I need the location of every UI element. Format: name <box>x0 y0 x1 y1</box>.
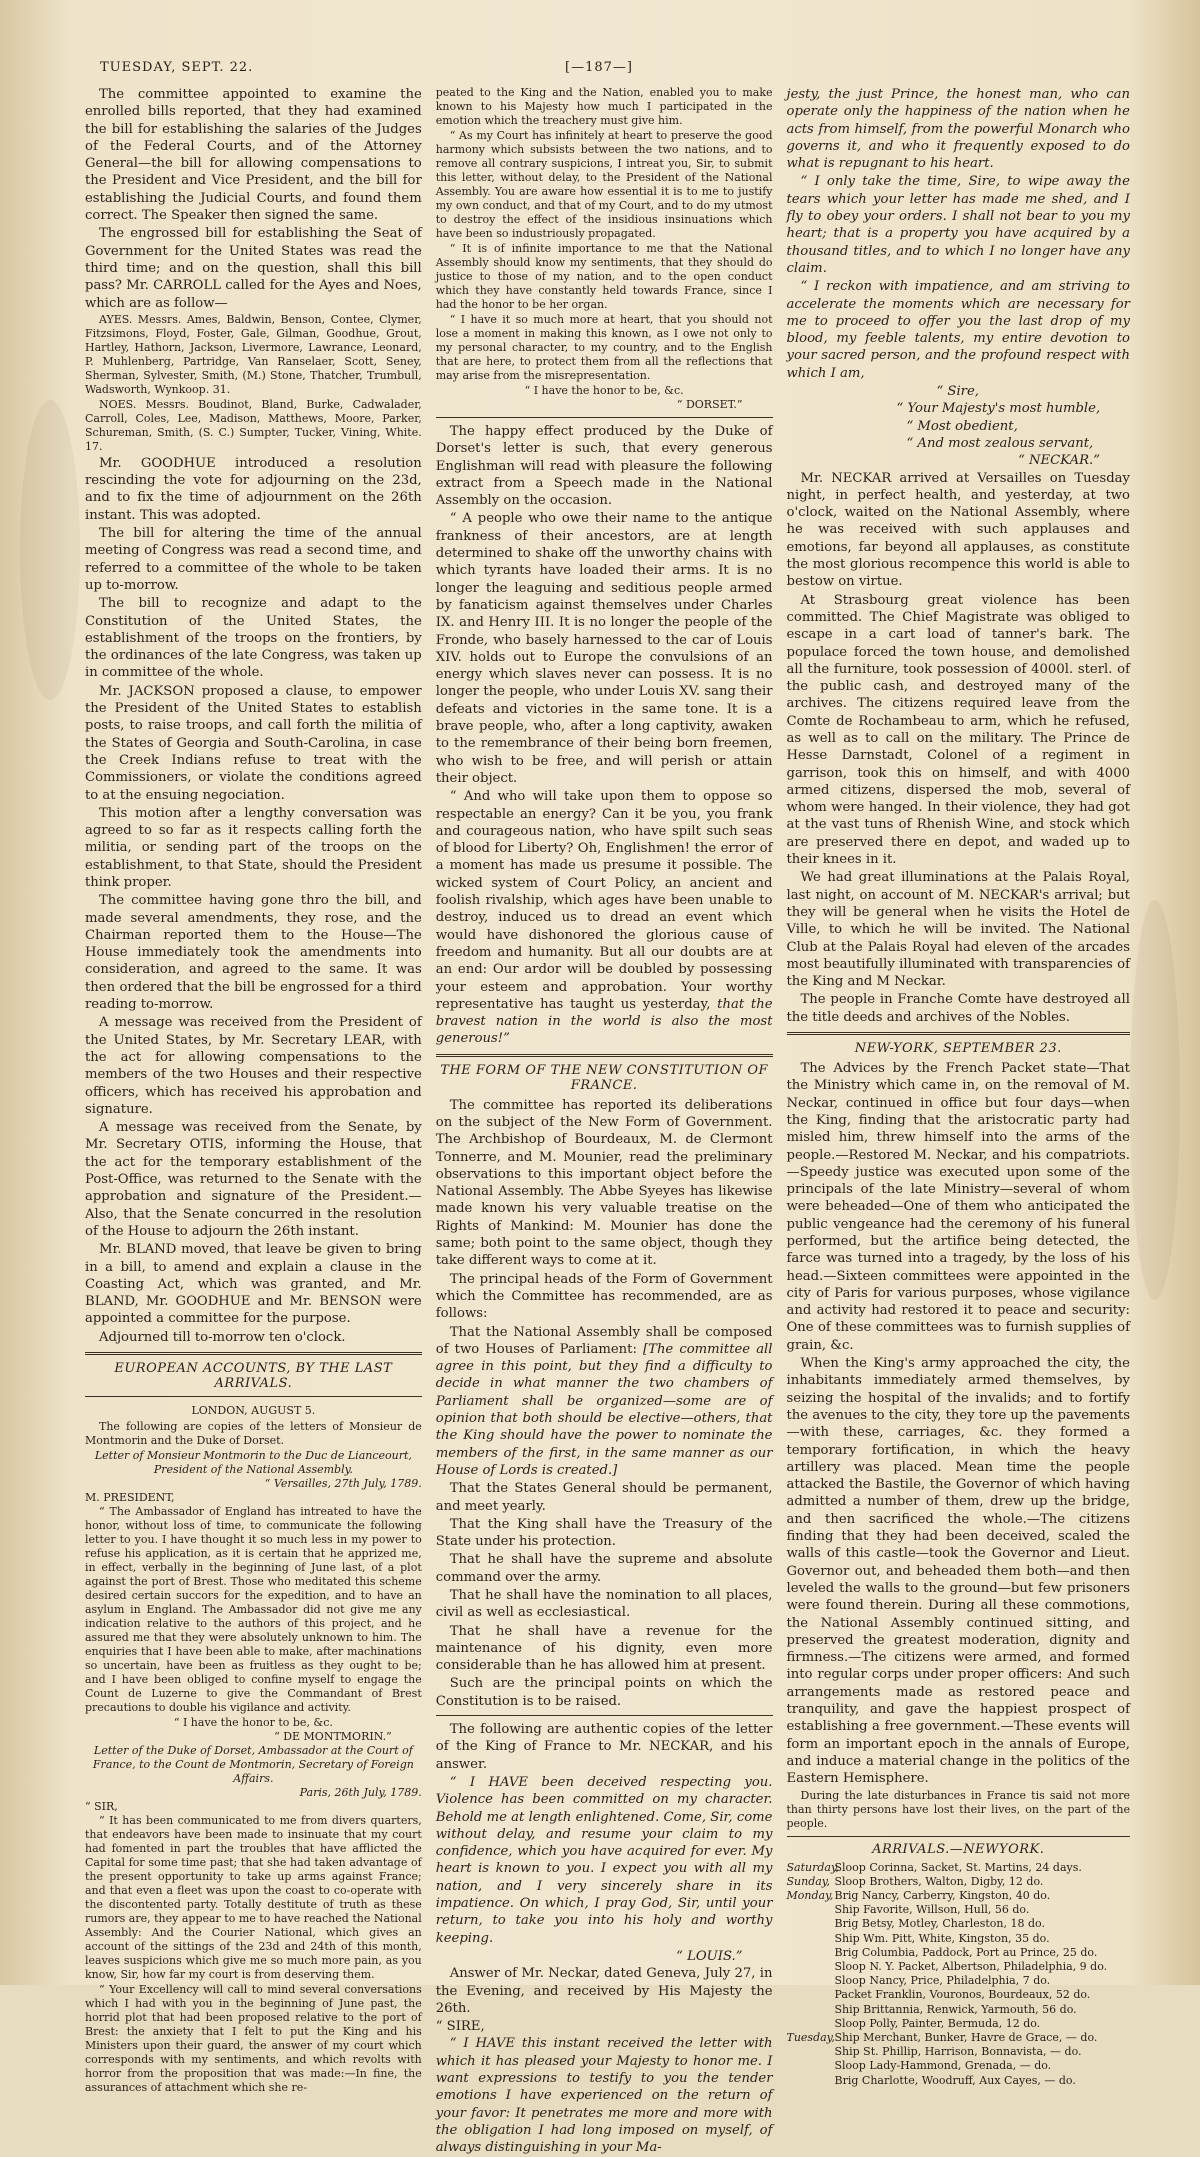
arrival-entry: Brig Charlotte, Woodruff, Aux Cayes, — do. <box>834 2073 1076 2087</box>
letter-date: Paris, 26th July, 1789. <box>299 1786 422 1800</box>
paragraph: That he shall have the nomination to all places, civil as well as ecclesiastical. <box>435 1588 773 1621</box>
arrival-row <box>787 1889 1130 1903</box>
letter-date: “ Versailles, 27th July, 1789. <box>264 1477 422 1491</box>
paragraph: The Advices by the French Packet state—That the Ministry which came in, on the removal of M. Neckar, continued in office but four days—when the King, finding that the aristocratic party had misled him, threw himself into the arms of the people.—Restored M. Neckar, and his compatriots.—Speedy justice was executed upon some of the principals of the late Ministry—several of whom were beheaded—One of them who anticipated the public vengeance had the ceremony of his funeral performed, but the artifice being detected, the farce was turned into a tragedy, by the loss of his head.—Sixteen committees were appointed in the city of Paris for various purposes, whose vigilance and activity had restored it to peace and security: One of these committees was to furnish supplies of grain, &c. <box>786 1061 1130 1353</box>
neckar-letter: “ I HAVE this instant received the letter with which it has pleased your Majesty to honor me. I want expressions to testify to you the tender emotions I have experienced on the return of your favor: It penetrates me more and more with the obligation I had long imposed on myself, of always distinguishing in your Ma- <box>435 2036 773 2156</box>
section-divider <box>436 1054 773 1057</box>
arrival-entry: Sloop Lady-Hammond, Grenada, — do. <box>834 2059 1052 2073</box>
paragraph: Mr. JACKSON proposed a clause, to empower the President of the United States to establish posts, to raise troops, and call forth the militia of the States of Georgia and South-Carolina, in case the Creek Indians refuse to treat with the Commissioners, or violate the conditions agreed to at the ensuing negociation. <box>85 683 422 803</box>
arrival-entry: Ship Favorite, Willson, Hull, 56 do. <box>834 1903 1030 1917</box>
letter-title: Letter of the Duke of Dorset, Ambassador at the Court of France, to the Count de Montmorin, Secretary of Foreign Affairs. <box>92 1744 414 1786</box>
section-title-european: EUROPEAN ACCOUNTS, BY THE LAST ARRIVALS. <box>114 1361 393 1391</box>
arrival-row <box>787 1861 1130 1875</box>
paper-stain <box>1130 900 1180 1300</box>
paragraph: That the King shall have the Treasury of the State under his protection. <box>435 1516 773 1550</box>
arrival-day <box>787 2059 835 2073</box>
arrival-day <box>787 1988 835 2002</box>
noes-list: NOES. Messrs. Boudinot, Bland, Burke, Cadwalader, Carroll, Coles, Lee, Madison, Matthews, Moore, Parker, Schureman, Smith, (S. C.) Sumpter, Tucker, Vining, White. 17. <box>85 397 422 453</box>
arrival-row <box>787 1974 1130 1988</box>
neckar-letter: “ I reckon with impatience, and am striving to accelerate the moments which are necessary for me to proceed to offer you the last drop of my blood, my feeble talents, my entire devotion to your sacred person, and the profound respect with which I am, <box>786 279 1130 381</box>
section-title-new-york: NEW-YORK, SEPTEMBER 23. <box>854 1041 1062 1057</box>
arrival-entry: Brig Columbia, Paddock, Port au Prince, 25 do. <box>834 1945 1098 1959</box>
arrival-day: Sunday, <box>786 1874 831 1888</box>
salutation: “ SIR, <box>85 1800 118 1814</box>
signature: “ DE MONTMORIN.” <box>274 1730 392 1744</box>
arrival-day <box>787 1903 835 1917</box>
arrivals-list <box>787 1861 1130 2088</box>
paragraph: Answer of Mr. Neckar, dated Geneva, July 27, in the Evening, and received by His Majesty the 26th. <box>435 1966 773 2016</box>
paragraph: Mr. NECKAR arrived at Versailles on Tuesday night, in perfect health, and yesterday, at two o'clock, waited on the National Assembly, where he was received with such applauses and emotions, far beyond all applauses, as constitute the most glorious recompence this world is able to bestow on virtue. <box>786 470 1130 590</box>
divider <box>436 417 773 418</box>
letter-body: peated to the King and the Nation, enabled you to make known to his Majesty how much I participated in the emotion which the treachery must give him. <box>435 86 773 127</box>
arrival-day <box>787 1917 835 1931</box>
neckar-letter: “ I only take the time, Sire, to wipe away the tears which your letter has made me shed, and I fly to obey your orders. I shall not bear to you my heart; that is a property you have acquired by a thousand titles, and to which I no longer have any claim. <box>786 174 1130 276</box>
arrival-row <box>787 1932 1130 1946</box>
arrival-entry: Sloop Corinna, Sacket, St. Martins, 24 days. <box>834 1860 1082 1874</box>
paragraph: Mr. BLAND moved, that leave be given to bring in a bill, to amend and explain a clause in the Coasting Act, which was granted, and Mr. BLAND, Mr. GOODHUE and Mr. BENSON were appointed a committee for the purpose. <box>85 1242 422 1327</box>
signature-neckar: “ NECKAR.” <box>1018 453 1100 469</box>
paragraph: That the National Assembly shall be composed of two Houses of Parliament: [The committee all agree in this point, but they find a difficulty to decide in what manner the two chambers of Parliament shall be organized—some are of opinion that both should be elective—others, that the King should have the power to nominate the members of the first, in the same manner as our House of Lords is created.] <box>435 1324 773 1478</box>
letter-body: “ As my Court has infinitely at heart to preserve the good harmony which subsists between the two nations, and to remove all contrary suspicions, I intreat you, Sir, to submit this letter, without delay, to the President of the National Assembly. You are aware how essential it is to me to justify my own conduct, and that of my Court, and to do my utmost to destroy the effect of the insidious insinuations which have been so industriously propagated. <box>435 129 773 240</box>
arrival-row <box>787 2017 1130 2031</box>
letter-body: “ Your Excellency will call to mind several conversations which I had with you in the beginning of June past, the horrid plot that had been proposed relative to the port of Brest: the anxiety that I felt to put the King and his Ministers upon their guard, the answer of my court which corresponds with my sentiments, and which revolts with horror from the proposition that was made:—In fine, the assurances of attachment which she re- <box>85 1983 422 2095</box>
section-title-arrivals: ARRIVALS.—NEWYORK. <box>872 1841 1045 1857</box>
salutation: M. PRESIDENT, <box>85 1491 175 1505</box>
arrival-day: Monday, <box>786 1888 834 1902</box>
paragraph: The engrossed bill for establishing the Seat of Government for the United States was read the third time; and on the question, shall this bill pass? Mr. CARROLL called for the Ayes and Noes, which are as follow— <box>85 226 422 311</box>
letter-body: “ The Ambassador of England has intreated to have the honor, without loss of time, to communicate the following letter to you. I have thought it so much less in my power to refuse his application, as it is certain that he apprized me, in effect, verbally in the beginning of June last, of a plot against the port of Brest. Those who meditated this scheme desired certain succors for the expedition, and to have an asylum in England. The Ambassador did not give me any indication relative to the authors of this project, and he assured me that they were absolutely unknown to him. The enquiries that I have been able to make, after machinations so uncertain, have been as fruitless as they ought to be; and I have been obliged to confine myself to engage the Count de Luzerne to give the Commandant of Brest precautions to double his vigilance and activity. <box>85 1505 422 1715</box>
paragraph: Mr. GOODHUE introduced a resolution rescinding the vote for adjourning on the 23d, and to fix the time of adjournment on the 26th instant. This was adopted. <box>85 455 422 523</box>
paragraph: A message was received from the Senate, by Mr. Secretary OTIS, informing the House, that the act for the temporary establishment of the Post-Office, was returned to the Senate with the approbation and signature of the President.—Also, that the Senate concurred in the resolution of the House to adjourn the 26th instant. <box>85 1120 422 1239</box>
arrival-day: Saturday, <box>786 1860 840 1874</box>
letter-body: “ It is of infinite importance to me that the National Assembly should know my sentiments, that they should do justice to those of my nation, and to the open conduct which they have constantly held towards France, since I had the honor to be her organ. <box>435 242 773 311</box>
column-1 <box>85 86 422 2095</box>
arrival-entry: Sloop N. Y. Packet, Albertson, Philadelphia, 9 do. <box>834 1959 1108 1973</box>
paragraph: “ A people who owe their name to the antique frankness of their ancestors, are at length determined to shake off the unworthy chains with which tyrants have loaded their arms. It is no longer the leaguing and seditious people armed by fanaticism against themselves under Charles IX. and Henry III. It is no longer the people of the Fronde, who basely harnessed to the car of Louis XIV. holds out to Europe the convulsions of an energy which slaves never can possess. It is no longer the people, who under Louis XV. sang their defeats and victories in the same tone. It is a brave people, who, after a long captivity, awaken to the remembrance of their being born freemen, who wish to be free, and will perish or attain their object. <box>435 511 773 786</box>
king-letter: “ I HAVE been deceived respecting you. Violence has been committed on my character. Behold me at length enlightened. Come, Sir, come without delay, and resume your claim to my confidence, which you have acquired for ever. My heart is known to you. I expect you with all my nation, and I very sincerely share in its impatience. On which, I pray God, Sir, until your return, to take you into his holy and worthy keeping. <box>435 1774 773 1946</box>
arrival-entry: Sloop Nancy, Price, Philadelphia, 7 do. <box>834 1974 1051 1988</box>
arrival-row <box>787 2045 1130 2059</box>
page-number: [—187—] <box>565 60 633 75</box>
signature-line: “ Most obedient, <box>906 418 1018 434</box>
letter-title: Letter of Monsieur Montmorin to the Duc de Lianceourt, President of the National Assembly. <box>94 1449 412 1477</box>
paragraph: We had great illuminations at the Palais Royal, last night, on account of M. NECKAR's arrival; but they will be general when he visits the Hotel de Ville, to which he will be invited. The National Club at the Palais Royal had eleven of the arcades most beautifully illuminated with transparencies of the King and M Neckar. <box>786 870 1130 990</box>
column-2 <box>435 86 773 2156</box>
letter-close: “ I have the honor to be, &c. <box>173 1716 333 1730</box>
signature-line: “ Your Majesty's most humble, <box>896 401 1101 417</box>
arrival-row <box>787 1903 1130 1917</box>
letter-close: “ I have the honor to be, &c. <box>524 384 684 397</box>
signature-louis: “ LOUIS.” <box>676 1948 743 1964</box>
signature-dorset: “ DORSET.” <box>676 398 743 411</box>
paragraph: Such are the principal points on which the Constitution is to be raised. <box>435 1676 773 1709</box>
arrival-entry: Brig Betsy, Motley, Charleston, 18 do. <box>834 1917 1045 1931</box>
paragraph: That the States General should be permanent, and meet yearly. <box>435 1481 773 1514</box>
divider <box>787 1836 1130 1837</box>
issue-date: TUESDAY, SEPT. 22. <box>100 60 254 75</box>
columns <box>85 86 1130 2156</box>
arrival-day <box>787 1946 835 1960</box>
signature-line: “ And most zealous servant, <box>906 435 1094 451</box>
ayes-list: AYES. Messrs. Ames, Baldwin, Benson, Contee, Clymer, Fitzsimons, Floyd, Foster, Gale, Gilman, Goodhue, Grout, Hartley, Hathorn, Jackson, Livermore, Lawrance, Leonard, P. Muhlenberg, Partridge, Van Ranselaer, Scott, Seney, Sherman, Sylvester, Smith, (M.) Stone, Thatcher, Trumbull, Wadsworth, Wynkoop. 31. <box>85 312 422 396</box>
paragraph: The following are copies of the letters of Monsieur de Montmorin and the Duke of Dorset. <box>85 1420 422 1448</box>
arrival-day <box>787 2074 835 2088</box>
paragraph: During the late disturbances in France tis said not more than thirty persons have lost their lives, on the part of the people. <box>786 1788 1130 1830</box>
salutation: “ SIRE, <box>435 2019 485 2035</box>
paragraph: When the King's army approached the city, the inhabitants immediately armed themselves, by seizing the hospital of the invalids; and to fortify the avenues to the city, they tore up the pavements—with these, carriages, &c. they formed a temporary fortification, in which the heavy artillery was placed. Mean time the people attacked the Bastile, the Governor of which having admitted a number of them, drew up the bridge, and then sacrificed the whole.—The citizens finding that they had been deceived, scaled the walls of this castle—took the Governor and Lieut. Governor out, and beheaded them both—and then leveled the walls to the ground—but few prisoners were found therein. During all these commotions, the National Assembly continued sitting, and preserved the greatest moderation, dignity and firmness.—The citizens were armed, and formed into regular corps under proper officers: And such arrangements made as restored peace and tranquility, and gave the happiest prospect of establishing a free government.—These events will form an important epoch in the annals of Europe, and induce a material change in the politics of the Eastern Hemisphere. <box>786 1356 1130 1787</box>
signature-line: “ Sire, <box>936 384 979 400</box>
paragraph: At Strasbourg great violence has been committed. The Chief Magistrate was obliged to escape in a cart load of tanner's bark. The populace forced the town house, and demolished all the furniture, took possession of 4000l. sterl. of the public cash, and destroyed many of the archives. The citizens required leave from the Comte de Rochambeau to arm, which he refused, as well as to call on the military. The Prince de Hesse Darnstadt, Colonel of a regiment in garrison, took this on himself, and with 4000 armed citizens, dispersed the mob, several of whom were hanged. In their violence, they had got at the vast tuns of Rhenish Wine, and stock which are preserved there en depot, and waded up to their knees in it. <box>786 592 1130 868</box>
paragraph: That he shall have a revenue for the maintenance of his dignity, even more considerable than he has allowed him at present. <box>435 1623 773 1674</box>
arrival-entry: Ship Brittannia, Renwick, Yarmouth, 56 do. <box>834 2002 1077 2016</box>
arrival-entry: Brig Nancy, Carberry, Kingston, 40 do. <box>834 1888 1051 1902</box>
arrival-day <box>787 1960 835 1974</box>
arrival-entry: Ship Merchant, Bunker, Havre de Grace, — do. <box>834 2030 1098 2044</box>
arrival-row <box>787 1988 1130 2002</box>
dateline-london: LONDON, AUGUST 5. <box>191 1404 316 1417</box>
arrival-row <box>787 2031 1130 2045</box>
paragraph: The committee appointed to examine the enrolled bills reported, that they had examined the bill for establishing the salaries of the Judges of the Federal Courts, and of the Attorney General—the bill for allowing compensations to the President and Vice President, and the bill for establishing the Judicial Courts, and found them correct. The Speaker then signed the same. <box>85 87 422 224</box>
paragraph: The bill for altering the time of the annual meeting of Congress was read a second time, and referred to a committee of the whole to be taken up to-morrow. <box>85 526 422 593</box>
arrival-entry: Ship St. Phillip, Harrison, Bonnavista, — do. <box>834 2045 1082 2059</box>
paragraph: The happy effect produced by the Duke of Dorset's letter is such, that every generous Englishman will read with pleasure the following extract from a Speech made in the National Assembly on the occasion. <box>435 424 773 509</box>
arrival-row <box>787 1960 1130 1974</box>
letter-body: “ I have it so much more at heart, that you should not lose a moment in making this known, as I owe not only to my personal character, to my country, and to the English that are here, to protect them from all the reflections that may arise from the misrepresentation. <box>435 313 773 382</box>
arrival-row <box>787 1917 1130 1931</box>
paragraph: This motion after a lengthy conversation was agreed to so far as it respects calling forth the militia, or sending part of the troops on the establishment, to that State, should the President think proper. <box>85 805 422 890</box>
arrival-day <box>787 1974 835 1988</box>
arrival-entry: Ship Wm. Pitt, White, Kingston, 35 do. <box>834 1931 1050 1945</box>
arrival-row <box>787 1875 1130 1889</box>
page-header <box>0 60 1200 82</box>
arrival-row <box>787 2074 1130 2088</box>
letter-body: “ It has been communicated to me from divers quarters, that endeavors have been made to insinuate that my court had fomented in part the troubles that have afflicted the Capital for some time past; that she had taken advantage of the present opportunity to take up arms against France; and that even a fleet was upon the coast to co-operate with the discontented party. Totally destitute of truth as these rumors are, they appear to me to have reached the National Assembly: And the Courier National, which gives an account of the sittings of the 23d and 24th of this month, leaves suspicions which give me so much more pain, as you know, Sir, how far my court is from deserving them. <box>85 1814 422 1982</box>
paragraph: “ And who will take upon them to oppose so respectable an energy? Can it be you, you frank and courageous nation, who have spilt such seas of blood for Liberty? Oh, Englishmen! the error of a moment has made us presume it possible. The wicked system of Court Policy, an ancient and foolish rivalship, which ages have been unable to destroy, induced us to dread an event which would have dishonored the glorious cause of freedom and humanity. But all our doubts are at an end: Our ardor will be doubled by possessing your esteem and approbation. Your worthy representative has taught us yesterday, that the bravest nation in the world is also the most generous!” <box>435 789 773 1047</box>
paragraph: The committee has reported its deliberations on the subject of the New Form of Government. The Archbishop of Bourdeaux, M. de Clermont Tonnerre, and M. Mounier, read the preliminary observations to this important object before the National Assembly. The Abbe Syeyes has likewise made known his very valuable treatise on the Rights of Mankind: M. Mounier has done the same; both point to the same object, though they take different ways to come at it. <box>435 1097 773 1269</box>
paragraph: The bill to recognize and adapt to the Constitution of the United States, the establishment of the troops on the frontiers, by the ordinances of the late Congress, was taken up in committee of the whole. <box>85 596 422 681</box>
arrival-day: Tuesday, <box>786 2030 835 2044</box>
arrival-row <box>787 1946 1130 1960</box>
paper-stain <box>20 400 80 700</box>
divider <box>436 1715 773 1716</box>
paragraph: The principal heads of the Form of Government which the Committee has recommended, are as follows: <box>435 1271 773 1322</box>
arrival-day <box>787 2045 835 2059</box>
arrival-day <box>787 2003 835 2017</box>
paragraph: The people in Franche Comte have destroyed all the title deeds and archives of the Nobles. <box>786 992 1130 1025</box>
divider <box>85 1396 422 1397</box>
arrival-entry: Sloop Brothers, Walton, Digby, 12 do. <box>834 1874 1044 1888</box>
paragraph: The following are authentic copies of the letter of the King of France to Mr. NECKAR, and his answer. <box>435 1722 773 1772</box>
arrival-entry: Packet Franklin, Vouronos, Bourdeaux, 52 do. <box>834 1988 1091 2002</box>
section-divider <box>787 1032 1130 1035</box>
arrival-day <box>787 2017 835 2031</box>
section-divider <box>85 1352 422 1355</box>
arrival-row <box>787 2059 1130 2073</box>
paragraph: That he shall have the supreme and absolute command over the army. <box>435 1552 773 1585</box>
neckar-letter: jesty, the just Prince, the honest man, who can operate only the happiness of the nation when he acts from himself, from the powerful Monarch who governs it, and who it frequently exposed to do what is repugnant to his heart. <box>786 87 1130 172</box>
arrival-day <box>787 1932 835 1946</box>
paragraph: The committee having gone thro the bill, and made several amendments, they rose, and the Chairman reported them to the House—The House immediately took the amendments into consideration, and agreed to the same. It was then ordered that the bill be engrossed for a third reading to-morrow. <box>85 893 422 1013</box>
section-title-constitution: THE FORM OF THE NEW CONSTITUTION OF FRANCE. <box>440 1062 769 1093</box>
arrival-entry: Sloop Polly, Painter, Bermuda, 12 do. <box>834 2016 1041 2030</box>
paragraph: A message was received from the President of the United States, by Mr. Secretary LEAR, with the act for allowing compensations to the members of the two Houses and their respective officers, which has received his approbation and signature. <box>85 1015 422 1117</box>
paragraph: Adjourned till to-morrow ten o'clock. <box>99 1329 346 1345</box>
column-3 <box>786 86 1130 2087</box>
arrival-row <box>787 2003 1130 2017</box>
